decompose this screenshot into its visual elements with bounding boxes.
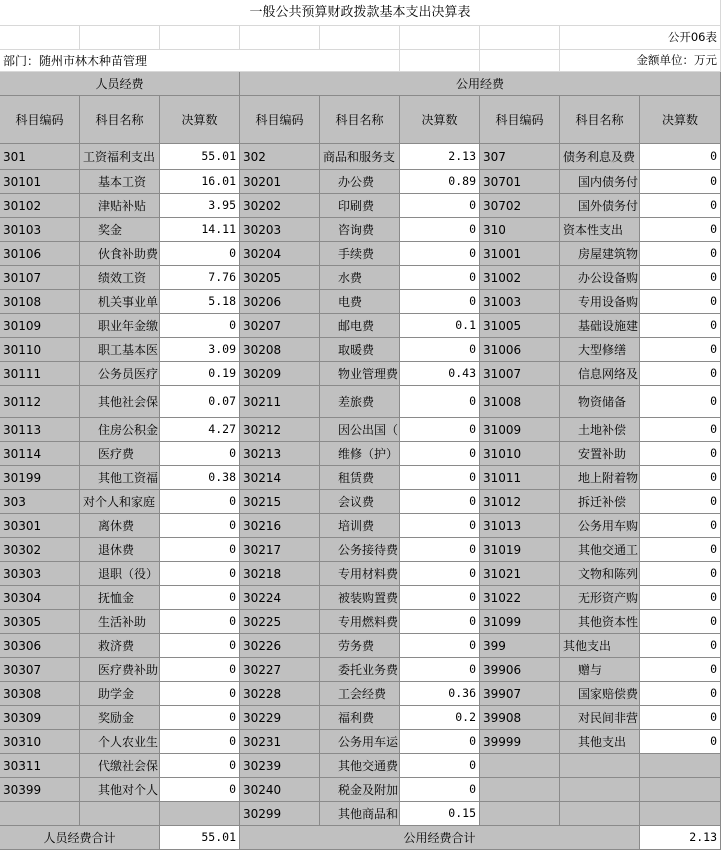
- amount-cell[interactable]: 0: [640, 362, 721, 386]
- amount-cell[interactable]: 0: [640, 634, 721, 658]
- amount-cell[interactable]: 0.43: [400, 362, 480, 386]
- subject-code: 30205: [240, 266, 320, 290]
- subject-name: 租赁费: [320, 466, 400, 490]
- subject-code: 302: [240, 144, 320, 170]
- amount-cell[interactable]: 0: [640, 266, 721, 290]
- amount-cell[interactable]: 0: [640, 418, 721, 442]
- subject-name: 国外债务付: [560, 194, 640, 218]
- total-public-value[interactable]: 2.13: [640, 826, 721, 850]
- amount-cell[interactable]: 0: [640, 610, 721, 634]
- subject-name: 离休费: [80, 514, 160, 538]
- subject-code: 30211: [240, 386, 320, 418]
- subject-code: 30399: [0, 778, 80, 802]
- subject-name: 职工基本医: [80, 338, 160, 362]
- total-personnel-label: 人员经费合计: [0, 826, 160, 850]
- subject-code: 30224: [240, 586, 320, 610]
- subject-name: 无形资产购: [560, 586, 640, 610]
- subject-name: 福利费: [320, 706, 400, 730]
- subject-code: 30204: [240, 242, 320, 266]
- subject-code: 30202: [240, 194, 320, 218]
- amount-cell[interactable]: 0: [400, 610, 480, 634]
- form-code: 公开06表: [560, 26, 721, 50]
- subject-code: 30306: [0, 634, 80, 658]
- subject-name: 其他对个人: [80, 778, 160, 802]
- subject-code: 30209: [240, 362, 320, 386]
- amount-cell[interactable]: 0.19: [160, 362, 240, 386]
- amount-cell[interactable]: 0: [160, 610, 240, 634]
- subject-code: 30240: [240, 778, 320, 802]
- amount-cell[interactable]: 0.07: [160, 386, 240, 418]
- sheet-title: 一般公共预算财政拨款基本支出决算表: [0, 0, 721, 26]
- subject-name: 公务用车运: [320, 730, 400, 754]
- subject-code: 30301: [0, 514, 80, 538]
- subject-name: 奖金: [80, 218, 160, 242]
- subject-code: 30101: [0, 170, 80, 194]
- grid-cell[interactable]: [160, 26, 240, 50]
- amount-cell[interactable]: 4.27: [160, 418, 240, 442]
- subject-name: 住房公积金: [80, 418, 160, 442]
- amount-cell[interactable]: 0: [640, 170, 721, 194]
- amount-cell[interactable]: 0: [400, 266, 480, 290]
- subject-code: 30702: [480, 194, 560, 218]
- subject-code: 39999: [480, 730, 560, 754]
- subject-name: 土地补偿: [560, 418, 640, 442]
- subject-code: 30305: [0, 610, 80, 634]
- subject-code: 30208: [240, 338, 320, 362]
- subject-name: 劳务费: [320, 634, 400, 658]
- subject-code: 30107: [0, 266, 80, 290]
- subject-code: 31013: [480, 514, 560, 538]
- subject-name: 被装购置费: [320, 586, 400, 610]
- subject-code: 30226: [240, 634, 320, 658]
- subject-name: 因公出国（: [320, 418, 400, 442]
- amount-cell[interactable]: 0.89: [400, 170, 480, 194]
- total-public-label: 公用经费合计: [240, 826, 640, 850]
- subject-code: 30113: [0, 418, 80, 442]
- subject-name: 退职（役）: [80, 562, 160, 586]
- subject-code: 30108: [0, 290, 80, 314]
- subject-name: 物业管理费: [320, 362, 400, 386]
- column-header: 科目名称: [80, 96, 160, 144]
- amount-cell[interactable]: 0: [400, 514, 480, 538]
- subject-name: 其他社会保: [80, 386, 160, 418]
- unit-label: 金额单位：万元: [560, 50, 721, 72]
- column-header: 决算数: [160, 96, 240, 144]
- subject-name: 安置补助: [560, 442, 640, 466]
- subject-code: 30308: [0, 682, 80, 706]
- amount-cell[interactable]: 0.2: [400, 706, 480, 730]
- subject-code: 30102: [0, 194, 80, 218]
- subject-name: 国内债务付: [560, 170, 640, 194]
- subject-code: 39907: [480, 682, 560, 706]
- subject-name: 差旅费: [320, 386, 400, 418]
- subject-code: 39906: [480, 658, 560, 682]
- grid-cell[interactable]: [240, 26, 320, 50]
- subject-name: [560, 778, 640, 802]
- subject-name: 物资储备: [560, 386, 640, 418]
- amount-cell[interactable]: 0.1: [400, 314, 480, 338]
- subject-name: 邮电费: [320, 314, 400, 338]
- amount-cell[interactable]: 0: [640, 144, 721, 170]
- amount-cell[interactable]: 0: [400, 466, 480, 490]
- subject-name: 手续费: [320, 242, 400, 266]
- subject-name: 奖励金: [80, 706, 160, 730]
- subject-name: 培训费: [320, 514, 400, 538]
- amount-cell[interactable]: 0: [160, 538, 240, 562]
- subject-name: 其他工资福: [80, 466, 160, 490]
- amount-cell[interactable]: 0: [640, 466, 721, 490]
- subject-code: 310: [480, 218, 560, 242]
- amount-cell[interactable]: 0: [400, 442, 480, 466]
- total-personnel-value[interactable]: 55.01: [160, 826, 240, 850]
- subject-code: 31021: [480, 562, 560, 586]
- amount-cell[interactable]: 0.15: [400, 802, 480, 826]
- amount-cell[interactable]: 0: [400, 562, 480, 586]
- subject-code: 30304: [0, 586, 80, 610]
- subject-code: 39908: [480, 706, 560, 730]
- amount-cell[interactable]: 0: [160, 658, 240, 682]
- subject-code: 31003: [480, 290, 560, 314]
- subject-name: 文物和陈列: [560, 562, 640, 586]
- subject-code: 399: [480, 634, 560, 658]
- subject-code: [480, 754, 560, 778]
- grid-cell[interactable]: [0, 26, 80, 50]
- subject-code: 30299: [240, 802, 320, 826]
- amount-cell[interactable]: 0: [640, 706, 721, 730]
- amount-cell[interactable]: 0: [160, 682, 240, 706]
- amount-cell[interactable]: 0: [160, 490, 240, 514]
- amount-cell[interactable]: 0: [400, 538, 480, 562]
- subject-name: 委托业务费: [320, 658, 400, 682]
- subject-name: 办公设备购: [560, 266, 640, 290]
- subject-code: 30213: [240, 442, 320, 466]
- amount-cell[interactable]: [640, 802, 721, 826]
- subject-name: 拆迁补偿: [560, 490, 640, 514]
- section-public: 公用经费: [240, 72, 721, 96]
- amount-cell[interactable]: 0: [640, 562, 721, 586]
- subject-name: 津贴补贴: [80, 194, 160, 218]
- amount-cell[interactable]: 0: [400, 290, 480, 314]
- subject-name: 对民间非营: [560, 706, 640, 730]
- subject-name: 公务接待费: [320, 538, 400, 562]
- amount-cell[interactable]: 0: [160, 514, 240, 538]
- amount-cell[interactable]: 0.38: [160, 466, 240, 490]
- subject-code: 30228: [240, 682, 320, 706]
- amount-cell[interactable]: 0: [160, 706, 240, 730]
- amount-cell[interactable]: 0: [400, 634, 480, 658]
- subject-code: 30112: [0, 386, 80, 418]
- amount-cell[interactable]: 0: [160, 562, 240, 586]
- subject-code: 30231: [240, 730, 320, 754]
- subject-name: 救济费: [80, 634, 160, 658]
- amount-cell[interactable]: 0: [400, 386, 480, 418]
- subject-name: 专用设备购: [560, 290, 640, 314]
- subject-code: 31005: [480, 314, 560, 338]
- subject-code: 31006: [480, 338, 560, 362]
- column-header: 科目编码: [0, 96, 80, 144]
- subject-name: 基本工资: [80, 170, 160, 194]
- subject-name: 赠与: [560, 658, 640, 682]
- grid-cell[interactable]: [480, 50, 560, 72]
- subject-name: 印刷费: [320, 194, 400, 218]
- grid-cell[interactable]: [400, 50, 480, 72]
- amount-cell[interactable]: [640, 754, 721, 778]
- subject-name: 绩效工资: [80, 266, 160, 290]
- subject-name: 医疗费: [80, 442, 160, 466]
- subject-code: 30218: [240, 562, 320, 586]
- amount-cell[interactable]: 0: [160, 778, 240, 802]
- amount-cell[interactable]: 3.95: [160, 194, 240, 218]
- subject-code: 30203: [240, 218, 320, 242]
- subject-name: 咨询费: [320, 218, 400, 242]
- subject-name: 电费: [320, 290, 400, 314]
- subject-name: 个人农业生: [80, 730, 160, 754]
- amount-cell[interactable]: 0: [400, 586, 480, 610]
- grid-cell[interactable]: [80, 26, 160, 50]
- subject-name: 办公费: [320, 170, 400, 194]
- subject-name: 医疗费补助: [80, 658, 160, 682]
- column-header: 决算数: [640, 96, 721, 144]
- column-header: 科目名称: [320, 96, 400, 144]
- amount-cell[interactable]: 0: [160, 730, 240, 754]
- subject-name: 生活补助: [80, 610, 160, 634]
- amount-cell[interactable]: 0: [640, 658, 721, 682]
- amount-cell[interactable]: 0: [400, 218, 480, 242]
- amount-cell[interactable]: 0: [640, 538, 721, 562]
- subject-code: 30310: [0, 730, 80, 754]
- subject-code: 30309: [0, 706, 80, 730]
- amount-cell[interactable]: 0: [640, 730, 721, 754]
- subject-code: 303: [0, 490, 80, 514]
- amount-cell[interactable]: 0: [640, 682, 721, 706]
- subject-name: [80, 802, 160, 826]
- subject-name: 资本性支出: [560, 218, 640, 242]
- subject-code: 30229: [240, 706, 320, 730]
- subject-name: [560, 754, 640, 778]
- amount-cell[interactable]: 0: [640, 386, 721, 418]
- subject-code: 30227: [240, 658, 320, 682]
- subject-code: [480, 778, 560, 802]
- amount-cell[interactable]: 0: [160, 442, 240, 466]
- amount-cell[interactable]: 0: [640, 338, 721, 362]
- subject-name: 其他支出: [560, 634, 640, 658]
- subject-name: 对个人和家庭: [80, 490, 160, 514]
- subject-code: 30216: [240, 514, 320, 538]
- subject-code: 30106: [0, 242, 80, 266]
- amount-cell[interactable]: 0: [640, 314, 721, 338]
- department-label: 部门：随州市林木种苗管理: [0, 50, 400, 72]
- section-personnel: 人员经费: [0, 72, 240, 96]
- subject-name: 退休费: [80, 538, 160, 562]
- subject-code: 30201: [240, 170, 320, 194]
- amount-cell[interactable]: 0: [400, 490, 480, 514]
- amount-cell[interactable]: 0: [640, 490, 721, 514]
- subject-code: 31007: [480, 362, 560, 386]
- subject-name: 其他交通费: [320, 754, 400, 778]
- amount-cell[interactable]: 0: [640, 242, 721, 266]
- subject-code: 30111: [0, 362, 80, 386]
- grid-cell[interactable]: [320, 26, 400, 50]
- subject-name: 专用燃料费: [320, 610, 400, 634]
- amount-cell[interactable]: 0: [400, 730, 480, 754]
- subject-code: 30311: [0, 754, 80, 778]
- amount-cell[interactable]: [640, 778, 721, 802]
- amount-cell[interactable]: 0: [640, 218, 721, 242]
- amount-cell[interactable]: 0: [400, 754, 480, 778]
- grid-cell[interactable]: [400, 26, 480, 50]
- amount-cell[interactable]: 2.13: [400, 144, 480, 170]
- amount-cell[interactable]: 0: [160, 586, 240, 610]
- amount-cell[interactable]: 0: [160, 754, 240, 778]
- amount-cell[interactable]: 0: [400, 658, 480, 682]
- subject-code: 307: [480, 144, 560, 170]
- subject-code: 31002: [480, 266, 560, 290]
- amount-cell[interactable]: 0: [640, 442, 721, 466]
- subject-name: 信息网络及: [560, 362, 640, 386]
- column-header: 决算数: [400, 96, 480, 144]
- subject-code: 31010: [480, 442, 560, 466]
- subject-code: [0, 802, 80, 826]
- subject-name: 公务员医疗: [80, 362, 160, 386]
- subject-name: 商品和服务支: [320, 144, 400, 170]
- subject-name: 国家赔偿费: [560, 682, 640, 706]
- subject-code: 301: [0, 144, 80, 170]
- subject-name: 公务用车购: [560, 514, 640, 538]
- amount-cell[interactable]: 0: [400, 778, 480, 802]
- subject-code: 30207: [240, 314, 320, 338]
- subject-name: 工资福利支出: [80, 144, 160, 170]
- subject-code: 30214: [240, 466, 320, 490]
- subject-code: 31022: [480, 586, 560, 610]
- amount-cell[interactable]: 0: [640, 290, 721, 314]
- amount-cell[interactable]: 5.18: [160, 290, 240, 314]
- subject-code: 30199: [0, 466, 80, 490]
- amount-cell[interactable]: 0: [640, 194, 721, 218]
- amount-cell[interactable]: 0: [400, 242, 480, 266]
- column-header: 科目编码: [480, 96, 560, 144]
- subject-code: 30217: [240, 538, 320, 562]
- subject-code: 30303: [0, 562, 80, 586]
- amount-cell[interactable]: 14.11: [160, 218, 240, 242]
- amount-cell[interactable]: 3.09: [160, 338, 240, 362]
- subject-name: 其他交通工: [560, 538, 640, 562]
- subject-name: 抚恤金: [80, 586, 160, 610]
- subject-code: [480, 802, 560, 826]
- subject-code: 31099: [480, 610, 560, 634]
- column-header: 科目名称: [560, 96, 640, 144]
- subject-name: 取暖费: [320, 338, 400, 362]
- subject-name: 工会经费: [320, 682, 400, 706]
- subject-name: 专用材料费: [320, 562, 400, 586]
- subject-code: 31019: [480, 538, 560, 562]
- subject-name: 机关事业单: [80, 290, 160, 314]
- subject-code: 30701: [480, 170, 560, 194]
- subject-name: 其他资本性: [560, 610, 640, 634]
- subject-name: 水费: [320, 266, 400, 290]
- subject-name: 其他支出: [560, 730, 640, 754]
- subject-name: 债务利息及费: [560, 144, 640, 170]
- amount-cell[interactable]: 55.01: [160, 144, 240, 170]
- subject-code: 30307: [0, 658, 80, 682]
- subject-name: 房屋建筑物: [560, 242, 640, 266]
- subject-code: 30215: [240, 490, 320, 514]
- amount-cell[interactable]: 7.76: [160, 266, 240, 290]
- subject-name: [560, 802, 640, 826]
- subject-name: 其他商品和: [320, 802, 400, 826]
- grid-cell[interactable]: [480, 26, 560, 50]
- subject-code: 31012: [480, 490, 560, 514]
- amount-cell[interactable]: 0: [160, 634, 240, 658]
- subject-code: 31008: [480, 386, 560, 418]
- amount-cell[interactable]: 0: [160, 242, 240, 266]
- column-header: 科目编码: [240, 96, 320, 144]
- subject-code: 30212: [240, 418, 320, 442]
- subject-name: 地上附着物: [560, 466, 640, 490]
- amount-cell[interactable]: 0.36: [400, 682, 480, 706]
- subject-name: 税金及附加: [320, 778, 400, 802]
- subject-code: 30302: [0, 538, 80, 562]
- amount-cell[interactable]: 0: [640, 514, 721, 538]
- subject-code: 30206: [240, 290, 320, 314]
- amount-cell[interactable]: 0: [400, 338, 480, 362]
- subject-code: 30109: [0, 314, 80, 338]
- amount-cell[interactable]: 0: [160, 314, 240, 338]
- amount-cell[interactable]: 0: [640, 586, 721, 610]
- subject-name: 基础设施建: [560, 314, 640, 338]
- subject-name: 伙食补助费: [80, 242, 160, 266]
- subject-code: 30110: [0, 338, 80, 362]
- subject-code: 31011: [480, 466, 560, 490]
- subject-name: 维修（护）: [320, 442, 400, 466]
- subject-name: 助学金: [80, 682, 160, 706]
- subject-name: 会议费: [320, 490, 400, 514]
- subject-code: 30239: [240, 754, 320, 778]
- subject-name: 大型修缮: [560, 338, 640, 362]
- subject-code: 30103: [0, 218, 80, 242]
- amount-cell[interactable]: 0: [400, 194, 480, 218]
- amount-cell[interactable]: 0: [400, 418, 480, 442]
- subject-code: 31009: [480, 418, 560, 442]
- subject-code: 30225: [240, 610, 320, 634]
- subject-code: 30114: [0, 442, 80, 466]
- amount-cell[interactable]: 16.01: [160, 170, 240, 194]
- amount-cell[interactable]: [160, 802, 240, 826]
- subject-code: 31001: [480, 242, 560, 266]
- subject-name: 职业年金缴: [80, 314, 160, 338]
- subject-name: 代缴社会保: [80, 754, 160, 778]
